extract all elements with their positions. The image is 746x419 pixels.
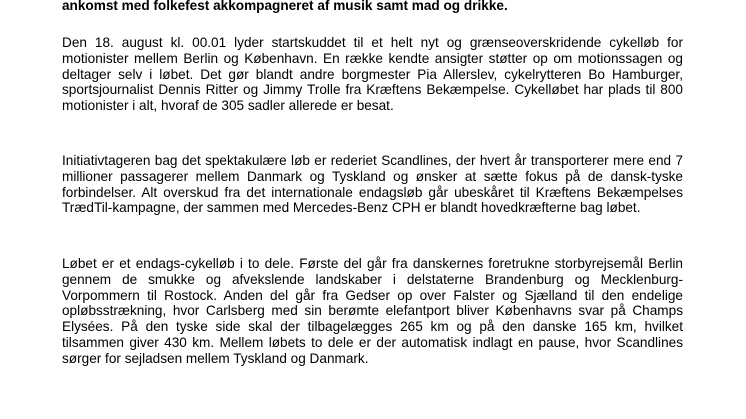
paragraph-race-start: Den 18. august kl. 00.01 lyder startskuddet til et helt nyt og grænseoverskridende cykelløb for motionister mellem Berlin og København. En række kendte ansigter støtter op om motionssagen og deltager selv i løbet. Det gør blandt andre borgmester Pia Allerslev, cykelrytteren Bo Hamburger, sportsjournalist Dennis Ritter og Jimmy Trolle fra Kræftens Bekæmpelse. Cykelløbet har plads til 800 motionister i alt, hvoraf de 305 sadler allerede er besat. (62, 35, 683, 114)
paragraph-route: Løbet er et endags-cykelløb i to dele. Første del går fra danskernes foretrukne storbyrejsemål Berlin gennem de smukke og afvekslende landskaber i delstaterne Brandenburg og Mecklenburg-Vorpommern til Rostock. Anden del går fra Gedser op over Falster og Sjælland til den endelige opløbsstrækning, hvor Carlsberg med sin berømte elefantport bliver Københavns svar på Champs Elysées. På den tyske side skal der tilbagelægges 265 km og på den danske 165 km, hvilket tilsammen giver 430 km. Mellem løbets to dele er der automatisk indlagt en pause, hvor Scandlines sørger for sejladsen mellem Tyskland og Danmark. (62, 256, 683, 366)
lead-line: ankomst med folkefest akkompagneret af musik samt mad og drikke. (62, 0, 508, 13)
paragraph-initiator: Initiativtageren bag det spektakulære løb er rederiet Scandlines, der hvert år transporterer mere end 7 millioner passagerer mellem Danmark og Tyskland og ønsker at sætte fokus på de dansk-tyske forbindelser. Alt overskud fra det internationale endagsløb går ubeskåret til Kræftens Bekæmpelses TrædTil-kampagne, der sammen med Mercedes-Benz CPH er blandt hovedkræfterne bag løbet. (62, 153, 683, 216)
